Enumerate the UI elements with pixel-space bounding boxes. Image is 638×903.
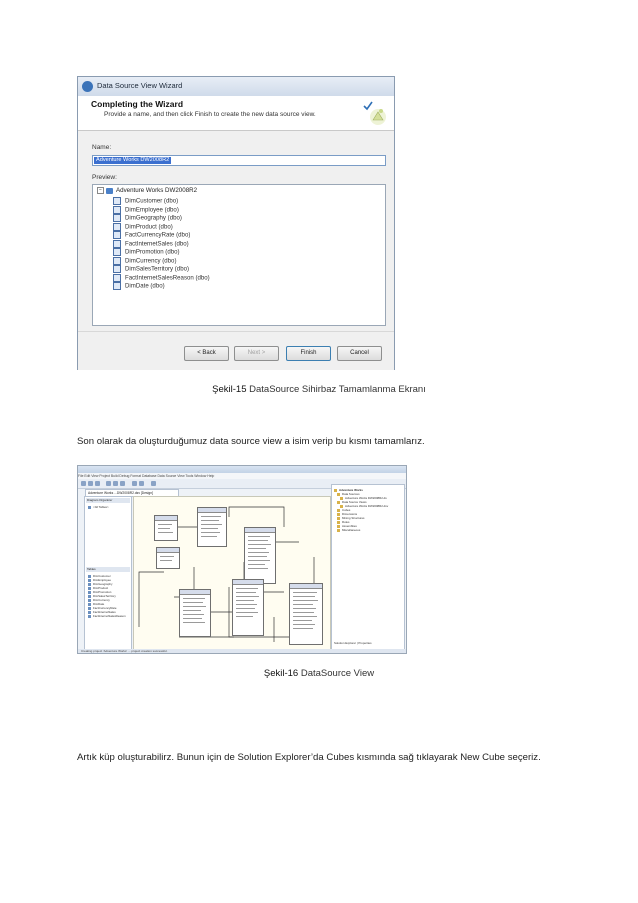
folder-icon <box>337 529 340 532</box>
table-icon <box>113 231 121 239</box>
table-label: DimEmployee (dbo) <box>125 206 179 214</box>
collapse-icon[interactable]: − <box>97 187 104 194</box>
solution-item-label: Roles <box>342 520 350 524</box>
figure-caption-16 <box>0 668 638 679</box>
wizard-window <box>77 76 395 370</box>
table-item-label: DimGeography <box>93 582 113 586</box>
table-label: FactCurrencyRate (dbo) <box>125 231 191 239</box>
tree-table-item[interactable] <box>113 206 179 214</box>
solution-item-label: Data Sources <box>342 492 360 496</box>
diagram-table[interactable] <box>154 515 178 541</box>
diagram-table[interactable] <box>156 547 180 569</box>
table-icon <box>113 197 121 205</box>
solution-item-label: Cubes <box>342 508 351 512</box>
bids-screenshot <box>77 465 407 654</box>
table-item-label: DimPromotion <box>93 590 112 594</box>
tree-table-item[interactable] <box>113 231 190 239</box>
bids-titlebar <box>78 466 406 473</box>
tree-table-item[interactable] <box>113 282 165 290</box>
cancel-button[interactable]: Cancel <box>337 346 382 361</box>
wizard-app-icon <box>82 81 93 92</box>
wizard-header-title: Completing the Wizard <box>91 99 184 109</box>
solution-item-label: Mining Structures <box>342 516 365 520</box>
table-item-label: DimProduct <box>93 586 109 590</box>
table-label: DimSalesTerritory (dbo) <box>125 265 189 273</box>
table-label: FactInternetSales (dbo) <box>125 240 189 248</box>
tree-root[interactable] <box>97 187 197 194</box>
table-item-label: FactCurrencyRate <box>93 606 117 610</box>
solution-item-label: Adventure Works <box>339 488 363 492</box>
name-label: Name: <box>92 144 112 151</box>
table-icon <box>113 214 121 222</box>
wizard-titlebar <box>78 77 394 97</box>
table-item-label: DimCurrency <box>93 598 110 602</box>
table-icon <box>88 615 91 618</box>
tree-table-item[interactable] <box>113 248 180 256</box>
table-label: DimCustomer (dbo) <box>125 197 179 205</box>
diagram-table[interactable] <box>289 583 323 645</box>
tree-table-item[interactable] <box>113 265 189 273</box>
diagram-organizer-pane <box>84 496 132 650</box>
table-item-label: DimDate <box>93 602 105 606</box>
wizard-window-title: Data Source View Wizard <box>97 81 183 90</box>
table-list-item[interactable] <box>88 614 126 618</box>
figure-caption-15 <box>0 384 638 395</box>
table-item-label: FactInternetSales <box>93 610 116 614</box>
right-pane-tabs[interactable]: Solution Explorer | Properties <box>334 641 372 645</box>
solution-item[interactable] <box>337 528 360 532</box>
tree-table-item[interactable] <box>113 274 210 282</box>
solution-explorer-pane <box>331 484 405 650</box>
table-icon <box>113 257 121 265</box>
tree-table-item[interactable] <box>113 197 178 205</box>
tables-header: Tables <box>86 567 130 572</box>
diagram-item[interactable] <box>88 505 109 509</box>
solution-item-label: Adventure Works DW2008R2.ds <box>345 496 387 500</box>
solution-item-label: Assemblies <box>342 524 357 528</box>
undo-icon[interactable] <box>132 481 137 486</box>
status-bar: Creating project 'Adventure Works' ... project creation successful. <box>78 649 407 654</box>
save-icon[interactable] <box>95 481 100 486</box>
designer-tab[interactable]: Adventure Works ...DW2008R2.dsv [Design] <box>85 489 179 497</box>
table-label: DimDate (dbo) <box>125 282 165 290</box>
caption-text: DataSource Sihirbaz Tamamlanma Ekranı <box>249 384 426 395</box>
table-label: FactInternetSalesReason (dbo) <box>125 274 210 282</box>
diagram-icon <box>88 506 91 509</box>
paragraph-2: Artık küp oluşturabilirz. Bunun için de Solution Explorer’da Cubes kısmında sağ tıklayarak New Cube seçeriz. <box>77 752 541 763</box>
preview-tree <box>92 184 386 326</box>
tree-table-item[interactable] <box>113 240 189 248</box>
caption-label: Şekil-15 <box>212 384 247 395</box>
name-input-value: Adventure Works DW2008R2 <box>96 157 170 163</box>
wizard-banner-icon <box>360 100 388 128</box>
diagram-table[interactable] <box>179 589 211 637</box>
solution-item-label: Miscellaneous <box>342 528 361 532</box>
wizard-footer <box>78 331 394 370</box>
table-icon <box>113 240 121 248</box>
table-icon <box>113 265 121 273</box>
new-icon[interactable] <box>81 481 86 486</box>
solution-item-label: Dimensions <box>342 512 358 516</box>
table-label: DimGeography (dbo) <box>125 214 182 222</box>
table-item-label: DimCustomer <box>93 574 111 578</box>
start-debug-icon[interactable] <box>151 481 156 486</box>
solution-item-label: Data Source Views <box>342 500 367 504</box>
table-icon <box>113 248 121 256</box>
paste-icon[interactable] <box>120 481 125 486</box>
copy-icon[interactable] <box>113 481 118 486</box>
table-icon <box>113 206 121 214</box>
back-button[interactable]: < Back <box>184 346 229 361</box>
open-icon[interactable] <box>88 481 93 486</box>
name-input[interactable] <box>92 155 386 166</box>
redo-icon[interactable] <box>139 481 144 486</box>
table-label: DimProduct (dbo) <box>125 223 173 231</box>
diagram-table[interactable] <box>244 527 276 584</box>
wizard-header <box>78 96 394 131</box>
preview-label: Preview: <box>92 174 117 181</box>
wizard-header-subtitle: Provide a name, and then click Finish to create the new data source view. <box>104 111 316 118</box>
table-label: DimCurrency (dbo) <box>125 257 177 265</box>
tree-table-item[interactable] <box>113 214 182 222</box>
dsv-diagram-canvas[interactable] <box>133 496 331 650</box>
table-icon <box>113 274 121 282</box>
bids-menubar[interactable]: File Edit View Project Build Debug Format Database Data Source View Tools Window Help <box>78 473 406 479</box>
data-source-view-icon <box>106 188 113 194</box>
diagram-table[interactable] <box>232 579 264 636</box>
diagram-item-label: <All Tables> <box>93 505 109 509</box>
table-icon <box>113 223 121 231</box>
paragraph-1: Son olarak da oluşturduğumuz data source view a isim verip bu kısmı tamamlarız. <box>77 436 425 447</box>
table-item-label: DimEmployee <box>93 578 111 582</box>
table-icon <box>113 282 121 290</box>
diagram-table[interactable] <box>197 507 227 547</box>
tree-root-label: Adventure Works DW2008R2 <box>116 187 198 195</box>
tree-table-item[interactable] <box>113 223 173 231</box>
tree-table-item[interactable] <box>113 257 176 265</box>
diagram-organizer-header: Diagram Organizer <box>86 498 130 503</box>
caption-label: Şekil-16 <box>263 668 299 679</box>
table-item-label: DimSalesTerritory <box>93 594 116 598</box>
table-item-label: FactInternetSalesReason <box>93 614 126 618</box>
next-button[interactable]: Next > <box>234 346 279 361</box>
solution-item-label: Adventure Works DW2008R2.dsv <box>345 504 389 508</box>
cut-icon[interactable] <box>106 481 111 486</box>
table-label: DimPromotion (dbo) <box>125 248 180 256</box>
caption-text: DataSource View <box>300 668 375 679</box>
finish-button[interactable]: Finish <box>286 346 331 361</box>
